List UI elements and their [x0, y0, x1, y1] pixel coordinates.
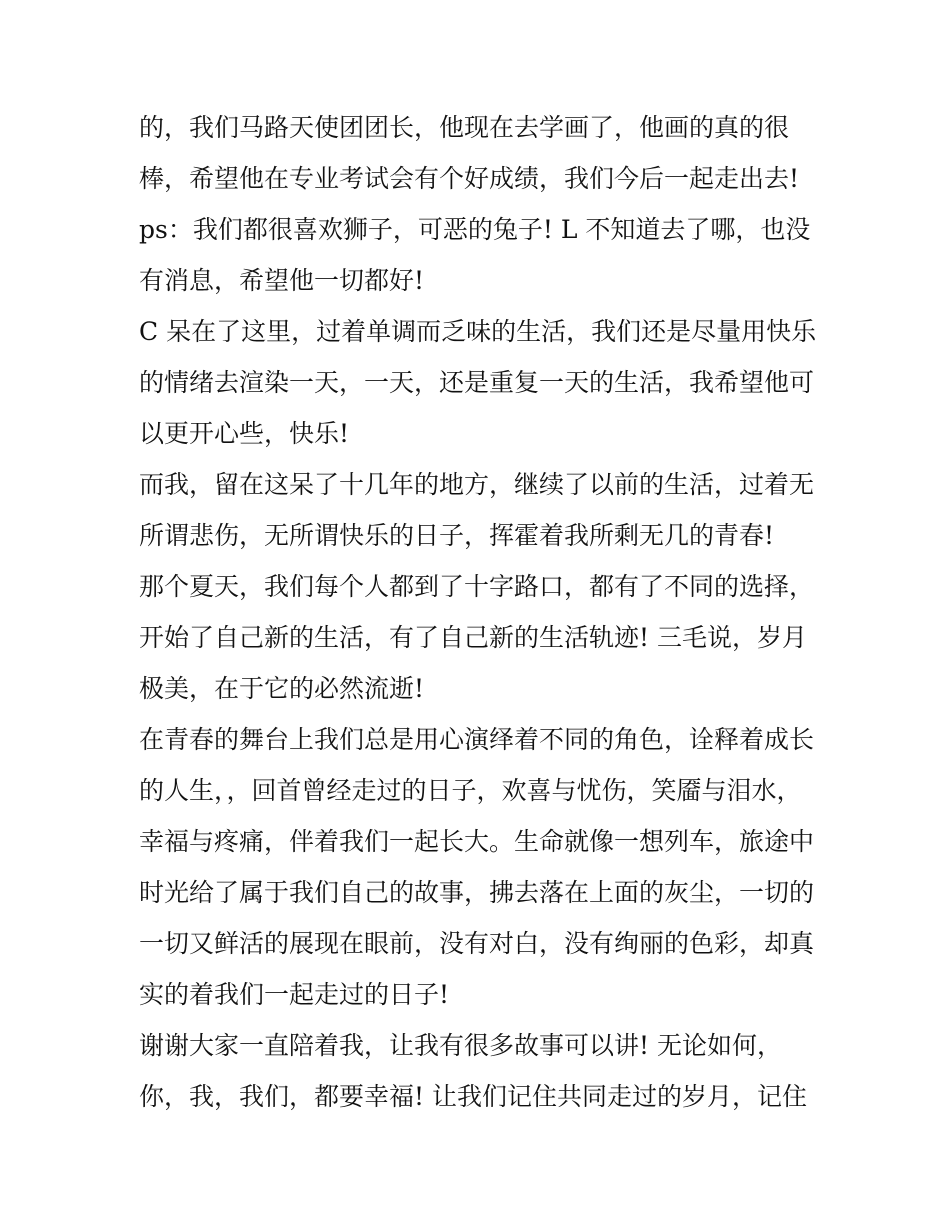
text-line: 极美，在于它的必然流逝!: [139, 674, 425, 703]
text-line: 的情绪去渲染一天，一天，还是重复一天的生活，我希望他可: [139, 368, 815, 397]
text-line: 谢谢大家一直陪着我，让我有很多故事可以讲! 无论如何，: [139, 1031, 782, 1060]
text-line: ps：我们都很喜欢狮子，可恶的兔子! L 不知道去了哪，也没: [139, 215, 811, 244]
text-line: 棒，希望他在专业考试会有个好成绩，我们今后一起走出去!: [139, 164, 800, 193]
text-line: 那个夏天，我们每个人都到了十字路口，都有了不同的选择，: [139, 572, 815, 601]
text-line: 的，我们马路天使团团长，他现在去学画了，他画的真的很: [139, 113, 790, 142]
document-body: [139, 102, 839, 1122]
text-line: 开始了自己新的生活，有了自己新的生活轨迹! 三毛说，岁月: [139, 623, 807, 652]
text-line: 幸福与疼痛，伴着我们一起长大。生命就像一想列车，旅途中: [139, 827, 815, 856]
text-line: 时光给了属于我们自己的故事，拂去落在上面的灰尘，一切的: [139, 878, 815, 907]
text-line: 而我，留在这呆了十几年的地方，继续了以前的生活，过着无: [139, 470, 815, 499]
text-line: C 呆在了这里，过着单调而乏味的生活，我们还是尽量用快乐: [139, 317, 817, 346]
text-line: 在青春的舞台上我们总是用心演绎着不同的角色，诠释着成长: [139, 725, 815, 754]
text-line: 以更开心些，快乐!: [139, 419, 350, 448]
text-line: 你，我，我们，都要幸福! 让我们记住共同走过的岁月，记住: [139, 1082, 807, 1111]
text-line: 有消息，希望他一切都好!: [139, 266, 425, 295]
text-line: 实的着我们一起走过的日子!: [139, 980, 450, 1009]
text-line: 所谓悲伤，无所谓快乐的日子，挥霍着我所剩无几的青春!: [139, 521, 775, 550]
text-line: 一切又鲜活的展现在眼前，没有对白，没有绚丽的色彩，却真: [139, 929, 815, 958]
text-line: 的人生，，回首曾经走过的日子，欢喜与忧伤，笑靥与泪水，: [139, 776, 802, 805]
